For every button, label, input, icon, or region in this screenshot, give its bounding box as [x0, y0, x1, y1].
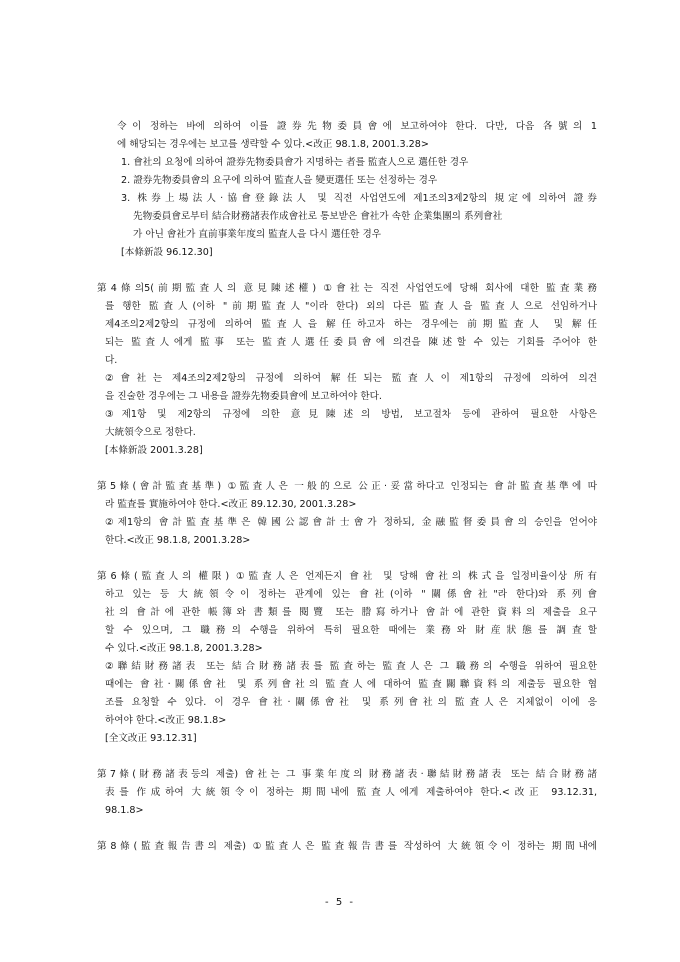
list-item: 3. 株券上場法人·協會登錄法人 및 직전 사업연도에 제1조의3제2항의 規定에 의하여 證券: [121, 193, 597, 204]
text-line: 수 있다.<改正 98.1.8, 2001.3.28>: [105, 643, 263, 654]
article-5: [97, 478, 597, 550]
text-line: 라 監査를 實施하여야 한다.<改正 89.12.30, 2001.3.28>: [105, 499, 357, 510]
list-item-continuation: 가 아닌 會社가 直前事業年度의 監査人을 다시 選任한 경우: [133, 229, 382, 240]
text-line: 大統領令으로 정한다.: [105, 427, 196, 438]
text-line: 하여야 한다.<改正 98.1.8>: [105, 715, 227, 726]
text-line: 令이 정하는 바에 의하여 이를 證券先物委員會에 보고하여야 한다. 다만, 다음 各號의 1: [117, 121, 597, 132]
text-line: 할 수 있으며, 그 職務의 수행을 위하여 특히 필요한 때에는 業務와 財産狀態를 調査할: [105, 625, 597, 636]
paragraph-line: ③제1항 및 제2항의 규정에 의한 意見陳述의 방법, 보고절차 등에 관하여 필요한 사항은: [105, 409, 597, 420]
article-heading: 第6條(監査人의 權限) ①監査人은 언제든지 會社 및 당해 會社의 株式을 일정비율이상 所有: [97, 571, 597, 582]
article-heading: 第7條(財務諸表등의 제출) 會社는 그 事業年度의 財務諸表·聯結財務諸表 또는 結合財務諸: [97, 769, 597, 780]
article-heading: 第4條의5(前期監査人의 意見陳述權) ①會社는 직전 사업연도에 당해 회사에 대한 監査業務: [97, 283, 597, 294]
text-line: 을 진술한 경우에는 그 내용을 證券先物委員會에 보고하여야 한다.: [105, 391, 382, 402]
article-7: [97, 766, 597, 820]
paragraph-line: ②聯結財務諸表 또는 結合財務諸表를 監査하는 監査人은 그 職務의 수행을 위하여 필요한: [105, 661, 597, 672]
text-line: 하고 있는 등 大統領令이 정하는 관계에 있는 會社(이하 "關係會社"라 한다)와 系列會: [105, 589, 597, 600]
article-heading: 第5條(會計監査基準) ①監査人은 一般的으로 公正·妥當하다고 인정되는 會計監査基準에 따: [97, 481, 597, 492]
page-number: - 5 -: [325, 897, 355, 908]
article-8: [97, 838, 597, 856]
text-line: 다.: [105, 355, 118, 366]
text-line: 때에는 會社·關係會社 및 系列會社의 監査人에 대하여 監査關聯資料의 제출등 필요한 협: [105, 679, 597, 690]
text-line: 를 행한 監査人(이하 "前期監査人"이라 한다) 외의 다른 監査人을 監査人으로 선임하거나: [105, 301, 597, 312]
paragraph-line: ②제1항의 會計監査基準은 韓國公認會計士會가 정하되, 金融監督委員會의 승인을 얻어야: [105, 517, 597, 528]
article-4-5: [97, 280, 597, 460]
amendment-note: [本條新設 2001.3.28]: [105, 445, 203, 456]
text-line: 한다.<改正 98.1.8, 2001.3.28>: [105, 535, 251, 546]
amendment-note: [本條新設 96.12.30]: [121, 247, 213, 258]
article-6: [97, 568, 597, 748]
article-heading: 第8條(監査報告書의 제출) ①監査人은 監査報告書를 작성하여 大統領令이 정하는 期間내에: [97, 841, 597, 852]
text-line: 社의 會計에 관한 帳簿와 書類를 閱覽 또는 謄寫하거나 會計에 관한 資料의 제출을 요구: [105, 607, 597, 618]
text-line: 제4조의2제2항의 규정에 의하여 監査人을 解任하고자 하는 경우에는 前期監査人 및 解任: [105, 319, 597, 330]
list-item: 2. 證券先物委員會의 요구에 의하여 監査人을 變更選任 또는 선정하는 경우: [121, 175, 438, 186]
list-item: 1. 會社의 요청에 의하여 證券先物委員會가 지명하는 者를 監査人으로 選任한 경우: [121, 157, 469, 168]
intro-section: [97, 118, 597, 262]
amendment-note: [全文改正 93.12.31]: [105, 733, 197, 744]
text-line: 되는 監査人에게 監事 또는 監査人選任委員會에 의견을 陳述할 수 있는 기회를 주어야 한: [105, 337, 597, 348]
text-line: 에 해당되는 경우에는 보고를 생략할 수 있다.<改正 98.1.8, 2001.3.28>: [117, 139, 429, 150]
text-line: 表를 作成하여 大統領令이 정하는 期間내에 監査人에게 제출하여야 한다.<改正 93.12.31,: [105, 787, 597, 798]
text-line: 조를 요청할 수 있다. 이 경우 會社·關係會社 및 系列會社의 監査人은 지체없이 이에 응: [105, 697, 597, 708]
page-body: [97, 118, 597, 856]
paragraph-line: ②會社는 제4조의2제2항의 규정에 의하여 解任되는 監査人이 제1항의 규정에 의하여 의견: [105, 373, 597, 384]
list-item-continuation: 先物委員會로부터 結合財務諸表作成會社로 통보받은 會社가 속한 企業集團의 系列會社: [133, 211, 503, 222]
text-line: 98.1.8>: [105, 805, 144, 816]
